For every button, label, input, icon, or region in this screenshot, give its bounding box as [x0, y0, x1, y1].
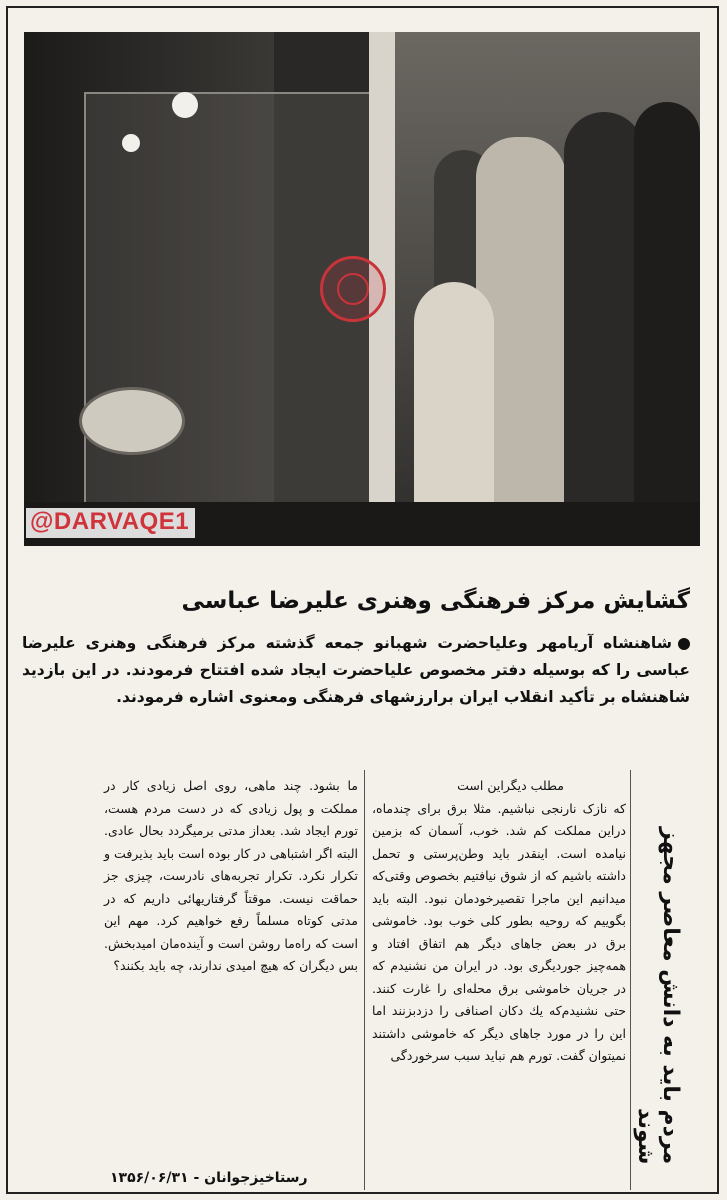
news-photo — [24, 32, 700, 546]
column-right-text: که نازک نارنجی نباشیم. مثلا برق برای چندماه، دراین مملکت کم شد. خوب، آسمان که بزمین نیامده است. اینقدر باید وطن‌پرستی و تحمل داشته باشیم که از شوق نیافتیم بخصوص وقتی‌که میدانیم این ماجرا تقصیرخودمان نبود. البته باید بگوییم که روحیه بطور کلی خوب بود. خاموشی برق در بعض جاهای دیگر هم اتفاق افتاد و همه‌چیز جوردیگری بود. در ایران من نشنیدم که در جریان خاموشی برق محله‌ای را غارت کنند. حتی نشنیدم‌که یك دکان اصنافی را دزدبزنند اما این را در مورد جاهای دیگر که خاموشی داشتند نمیتوان گفت. تورم هم نباید سبب سرخوردگی — [372, 800, 626, 1063]
column-left-text: ما بشود. چند ماهی، روی اصل زیادی کار در مملکت و پول زیادی که در دست مردم هست، تورم ایجاد شد. بعداز مدتی برمیگردد بحال عادی. البته اگر اشتباهی در کار بوده است باید بذیرفت و تکرار نکرد. تکرار تجربه‌های نادرست، چیزی جز حماقت نیست. موقتاً گرفتاریهائی داریم که در مدتی کوتاه مسلماً رفع خواهیم کرد. مهم این است که راه‌ما روشن است و آینده‌مان امیدبخش. بس دیگران که هیچ امیدی ندارند، چه باید بکنند؟ — [104, 778, 358, 973]
watermark-handle: @DARVAQE1 — [26, 508, 195, 538]
ceiling-lamp — [122, 134, 140, 152]
column-side-title: مردم باید به دانش معاصر مجهز شوند — [633, 826, 683, 1164]
lead-text: شاهنشاه آریامهر وعلیاحضرت شهبانو جمعه گذشته مرکز فرهنگی وهنری علیرضا عباسی را که بوسیله دفتر مخصوص علیاحضرت ایجاد شده افتتاح فرمودند. در این بازدید شاهنشاه بر تأکید انقلاب ایران برارزشهای فرهنگی ومعنوی اشاره فرمودند. — [22, 634, 690, 706]
article-lead — [22, 630, 690, 711]
person-figure — [634, 102, 700, 546]
bullet-icon — [678, 638, 690, 650]
article-headline: گشایش مرکز فرهنگی وهنری علیرضا عباسی — [181, 588, 690, 614]
ceiling-lamp — [172, 92, 198, 118]
column-divider — [630, 770, 631, 1190]
source-caption: رستاخیزجوانان - ۱۳۵۶/۰۶/۳۱ — [110, 1170, 308, 1186]
article-column-right — [372, 775, 626, 1068]
person-figure — [564, 112, 644, 532]
watermark-logo — [320, 256, 386, 322]
column-subheading: مطلب دیگراین است — [457, 778, 564, 793]
display-plate — [79, 387, 185, 455]
person-figure — [414, 282, 494, 512]
column-divider — [364, 770, 365, 1190]
article-column-left — [104, 775, 358, 978]
